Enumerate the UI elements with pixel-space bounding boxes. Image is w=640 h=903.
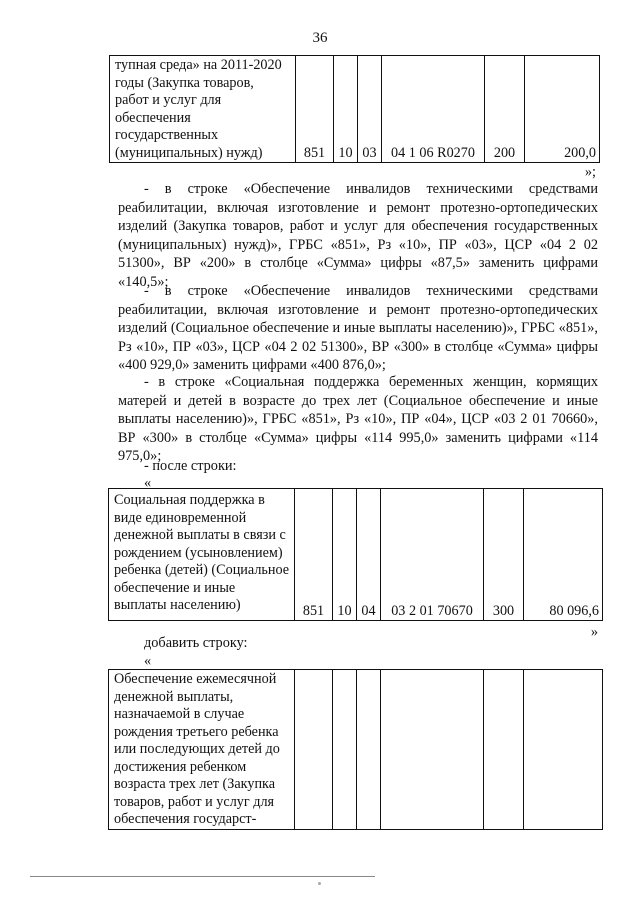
budget-table-existing-row	[108, 488, 603, 621]
table-row	[109, 489, 603, 621]
pr-cell: 04	[357, 489, 381, 621]
grbs-cell: 851	[296, 56, 334, 163]
amendment-paragraph-2: - в строке «Обеспечение инвалидов техническими средствами реабилитации, включая изготовление и ремонт протезно-ортопедических изделий (Социальное обеспечение и иные выплаты населению)», ГРБС «851», Рз «10», ПР «03», ЦСР «04 2 02 51300», ВР «300» в столбце «Сумма» цифры «400 929,0» заменить цифрами «400 876,0»;	[118, 283, 598, 374]
csr-cell: 04 1 06 R0270	[382, 56, 485, 163]
pr-cell	[357, 670, 381, 830]
rz-cell	[333, 670, 357, 830]
csr-cell	[381, 670, 484, 830]
closing-quote: »;	[584, 164, 596, 180]
amendment-paragraph-3: - в строке «Социальная поддержка беременных женщин, кормящих матерей и детей в возрасте до трех лет (Социальное обеспечение и иные выплаты населению)», ГРБС «851», Рз «10», ПР «04», ЦСР «03 2 01 70660», ВР «300» в столбце «Сумма» цифры «114 995,0» заменить цифрами «114 975,0»;	[118, 374, 598, 465]
grbs-cell: 851	[295, 489, 333, 621]
sum-cell: 80 096,6	[524, 489, 603, 621]
opening-quote: «	[144, 653, 152, 669]
scan-mark	[318, 882, 321, 885]
budget-table-continued	[109, 55, 600, 163]
page-number: 36	[312, 30, 328, 46]
vr-cell	[484, 670, 524, 830]
pr-cell: 03	[358, 56, 382, 163]
rz-cell: 10	[333, 489, 357, 621]
budget-table-new-row	[108, 669, 603, 830]
after-row-label: - после строки:	[144, 458, 237, 474]
footer-divider	[30, 876, 375, 877]
opening-quote: «	[144, 475, 152, 491]
vr-cell: 300	[484, 489, 524, 621]
row-name: тупная среда» на 2011-2020 годы (Закупка товаров, работ и услуг для обеспечения государственных (муниципальных) нужд)	[110, 56, 296, 163]
add-row-label: добавить строку:	[144, 635, 248, 651]
vr-cell: 200	[485, 56, 525, 163]
sum-cell: 200,0	[525, 56, 600, 163]
rz-cell: 10	[334, 56, 358, 163]
row-name: Обеспечение ежемесячной денежной выплаты, назначаемой в случае рождения третьего ребенка или последующих детей до достижения ребенком возраста трех лет (Закупка товаров, работ и услуг для обеспечения государст-	[109, 670, 295, 830]
sum-cell	[524, 670, 603, 830]
table-row	[110, 56, 600, 163]
csr-cell: 03 2 01 70670	[381, 489, 484, 621]
grbs-cell	[295, 670, 333, 830]
row-name: Социальная поддержка в виде единовременной денежной выплаты в связи с рождением (усыновлением) ребенка (детей) (Социальное обеспечение и иные выплаты населению)	[109, 489, 295, 621]
amendment-paragraph-1: - в строке «Обеспечение инвалидов техническими средствами реабилитации, включая изготовление и ремонт протезно-ортопедических изделий (Закупка товаров, работ и услуг для обеспечения государственных (муниципальных) нужд)», ГРБС «851», Рз «10», ПР «03», ЦСР «04 2 02 51300», ВР «200» в столбце «Сумма» цифры «87,5» заменить цифрами «140,5»;	[118, 181, 598, 290]
closing-quote: »	[590, 624, 598, 640]
table-row	[109, 670, 603, 830]
